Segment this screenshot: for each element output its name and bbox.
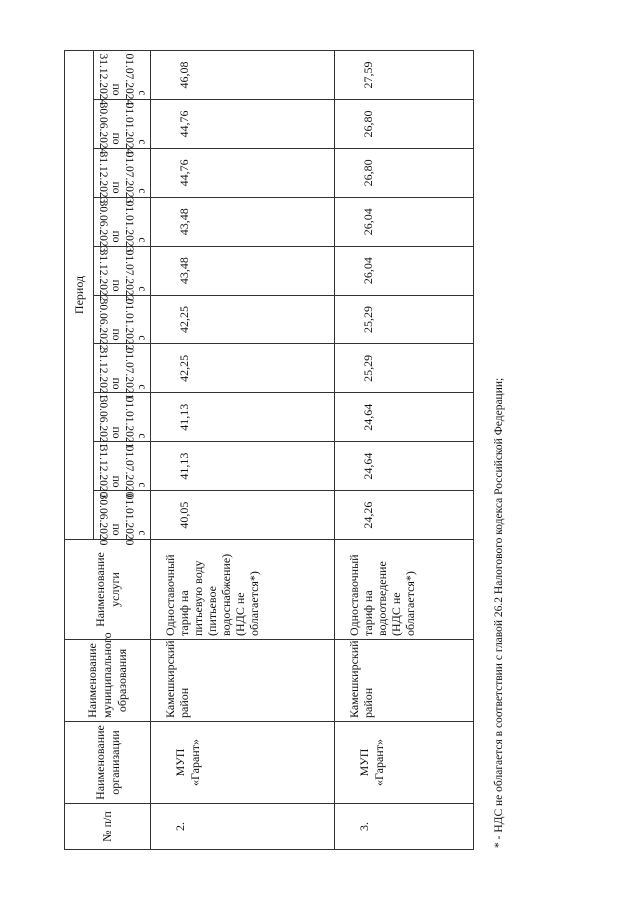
tariff-value-cell: 27,59 [335,51,474,100]
period-header-cell [94,491,151,546]
period-by: по [110,181,122,194]
tariff-value-cell: 40,05 [151,491,335,540]
row-num: 2. [151,804,335,850]
row-num: 3. [335,804,474,850]
period-to: 31.12.2024 [97,54,109,106]
tariff-value-cell: 26,80 [335,99,474,148]
period-from: с 01.01.2020 [123,494,148,546]
period-header-cell [94,442,151,497]
tariff-value-cell: 26,80 [335,148,474,197]
row-service: Одноставочный тариф на питьевую воду (питьевое водоснабжение) (НДС не облагается*) [151,540,335,640]
tariff-value-cell: 42,25 [151,295,335,344]
row-org: МУП «Гарант» [151,722,335,804]
period-to: 30.06.2021 [97,396,109,449]
table-row [151,51,335,850]
table-row [335,51,474,850]
header-service: Наименование услуги [65,540,151,640]
table-body [151,51,474,850]
header-period: Период [65,51,94,540]
tariff-value-cell: 24,64 [335,393,474,442]
period-by: по [110,524,122,536]
period-from: с 01.01.2022 [123,298,148,351]
period-to: 30.06.2023 [97,200,109,253]
period-from: с 01.07.2020 [123,445,148,497]
rotated-sheet [64,50,484,850]
header-org: Наименование организации [65,722,151,804]
period-from: с 01.01.2021 [123,396,148,449]
period-to: 30.06.2020 [97,494,109,546]
row-municipality: Камешкирский район [335,640,474,722]
tariff-value-cell: 24,26 [335,491,474,540]
row-org: МУП «Гарант» [335,722,474,804]
period-from: с 01.07.2024 [123,54,148,106]
footnote: * - НДС не облагается в соответствии с главой 26.2 Налогового кодекса Российской Федерации; [493,377,505,848]
tariff-value-cell: 24,64 [335,442,474,491]
period-header-cell [94,295,151,351]
tariff-value-cell: 44,76 [151,99,335,148]
period-to: 30.06.2022 [97,298,109,351]
tariff-value-cell: 43,48 [151,246,335,295]
period-to: 31.12.2023 [97,151,109,204]
tariff-value-cell: 43,48 [151,197,335,246]
period-from: с 01.01.2024 [123,102,148,155]
period-header-cell [94,148,151,204]
period-from: с 01.07.2022 [123,249,148,302]
period-to: 31.12.2020 [97,445,109,497]
period-header-cell [94,393,151,449]
tariff-table [64,50,474,850]
row-service: Одноставочный тариф на водоотведение (НДС не облагается*) [335,540,474,640]
period-to: 31.12.2021 [97,347,109,400]
tariff-value-cell: 25,29 [335,344,474,393]
period-by: по [110,328,122,341]
header-municipality: Наименование муниципального образования [65,640,151,722]
period-from: с 01.07.2023 [123,151,148,204]
period-to: 30.06.2024 [97,102,109,155]
period-from: с 01.01.2023 [123,200,148,253]
period-header-cell [94,99,151,155]
period-header-cell [94,344,151,400]
tariff-value-cell: 41,13 [151,442,335,491]
tariff-value-cell: 41,13 [151,393,335,442]
period-header-cell [94,197,151,253]
row-municipality: Камешкирский район [151,640,335,722]
tariff-value-cell: 26,04 [335,246,474,295]
tariff-value-cell: 25,29 [335,295,474,344]
tariff-value-cell: 44,76 [151,148,335,197]
period-to: 31.12.2022 [97,249,109,302]
period-header-cell [94,246,151,302]
period-by: по [110,230,122,243]
period-by: по [110,84,122,96]
period-by: по [110,132,122,145]
period-by: по [110,475,122,488]
period-by: по [110,279,122,292]
period-header-cell [94,51,151,106]
period-by: по [110,426,122,439]
period-from: с 01.07.2021 [123,347,148,400]
tariff-value-cell: 42,25 [151,344,335,393]
tariff-table-container [64,50,484,850]
tariff-value-cell: 26,04 [335,197,474,246]
tariff-value-cell: 46,08 [151,51,335,100]
header-num: № п/п [65,804,151,850]
period-by: по [110,377,122,390]
